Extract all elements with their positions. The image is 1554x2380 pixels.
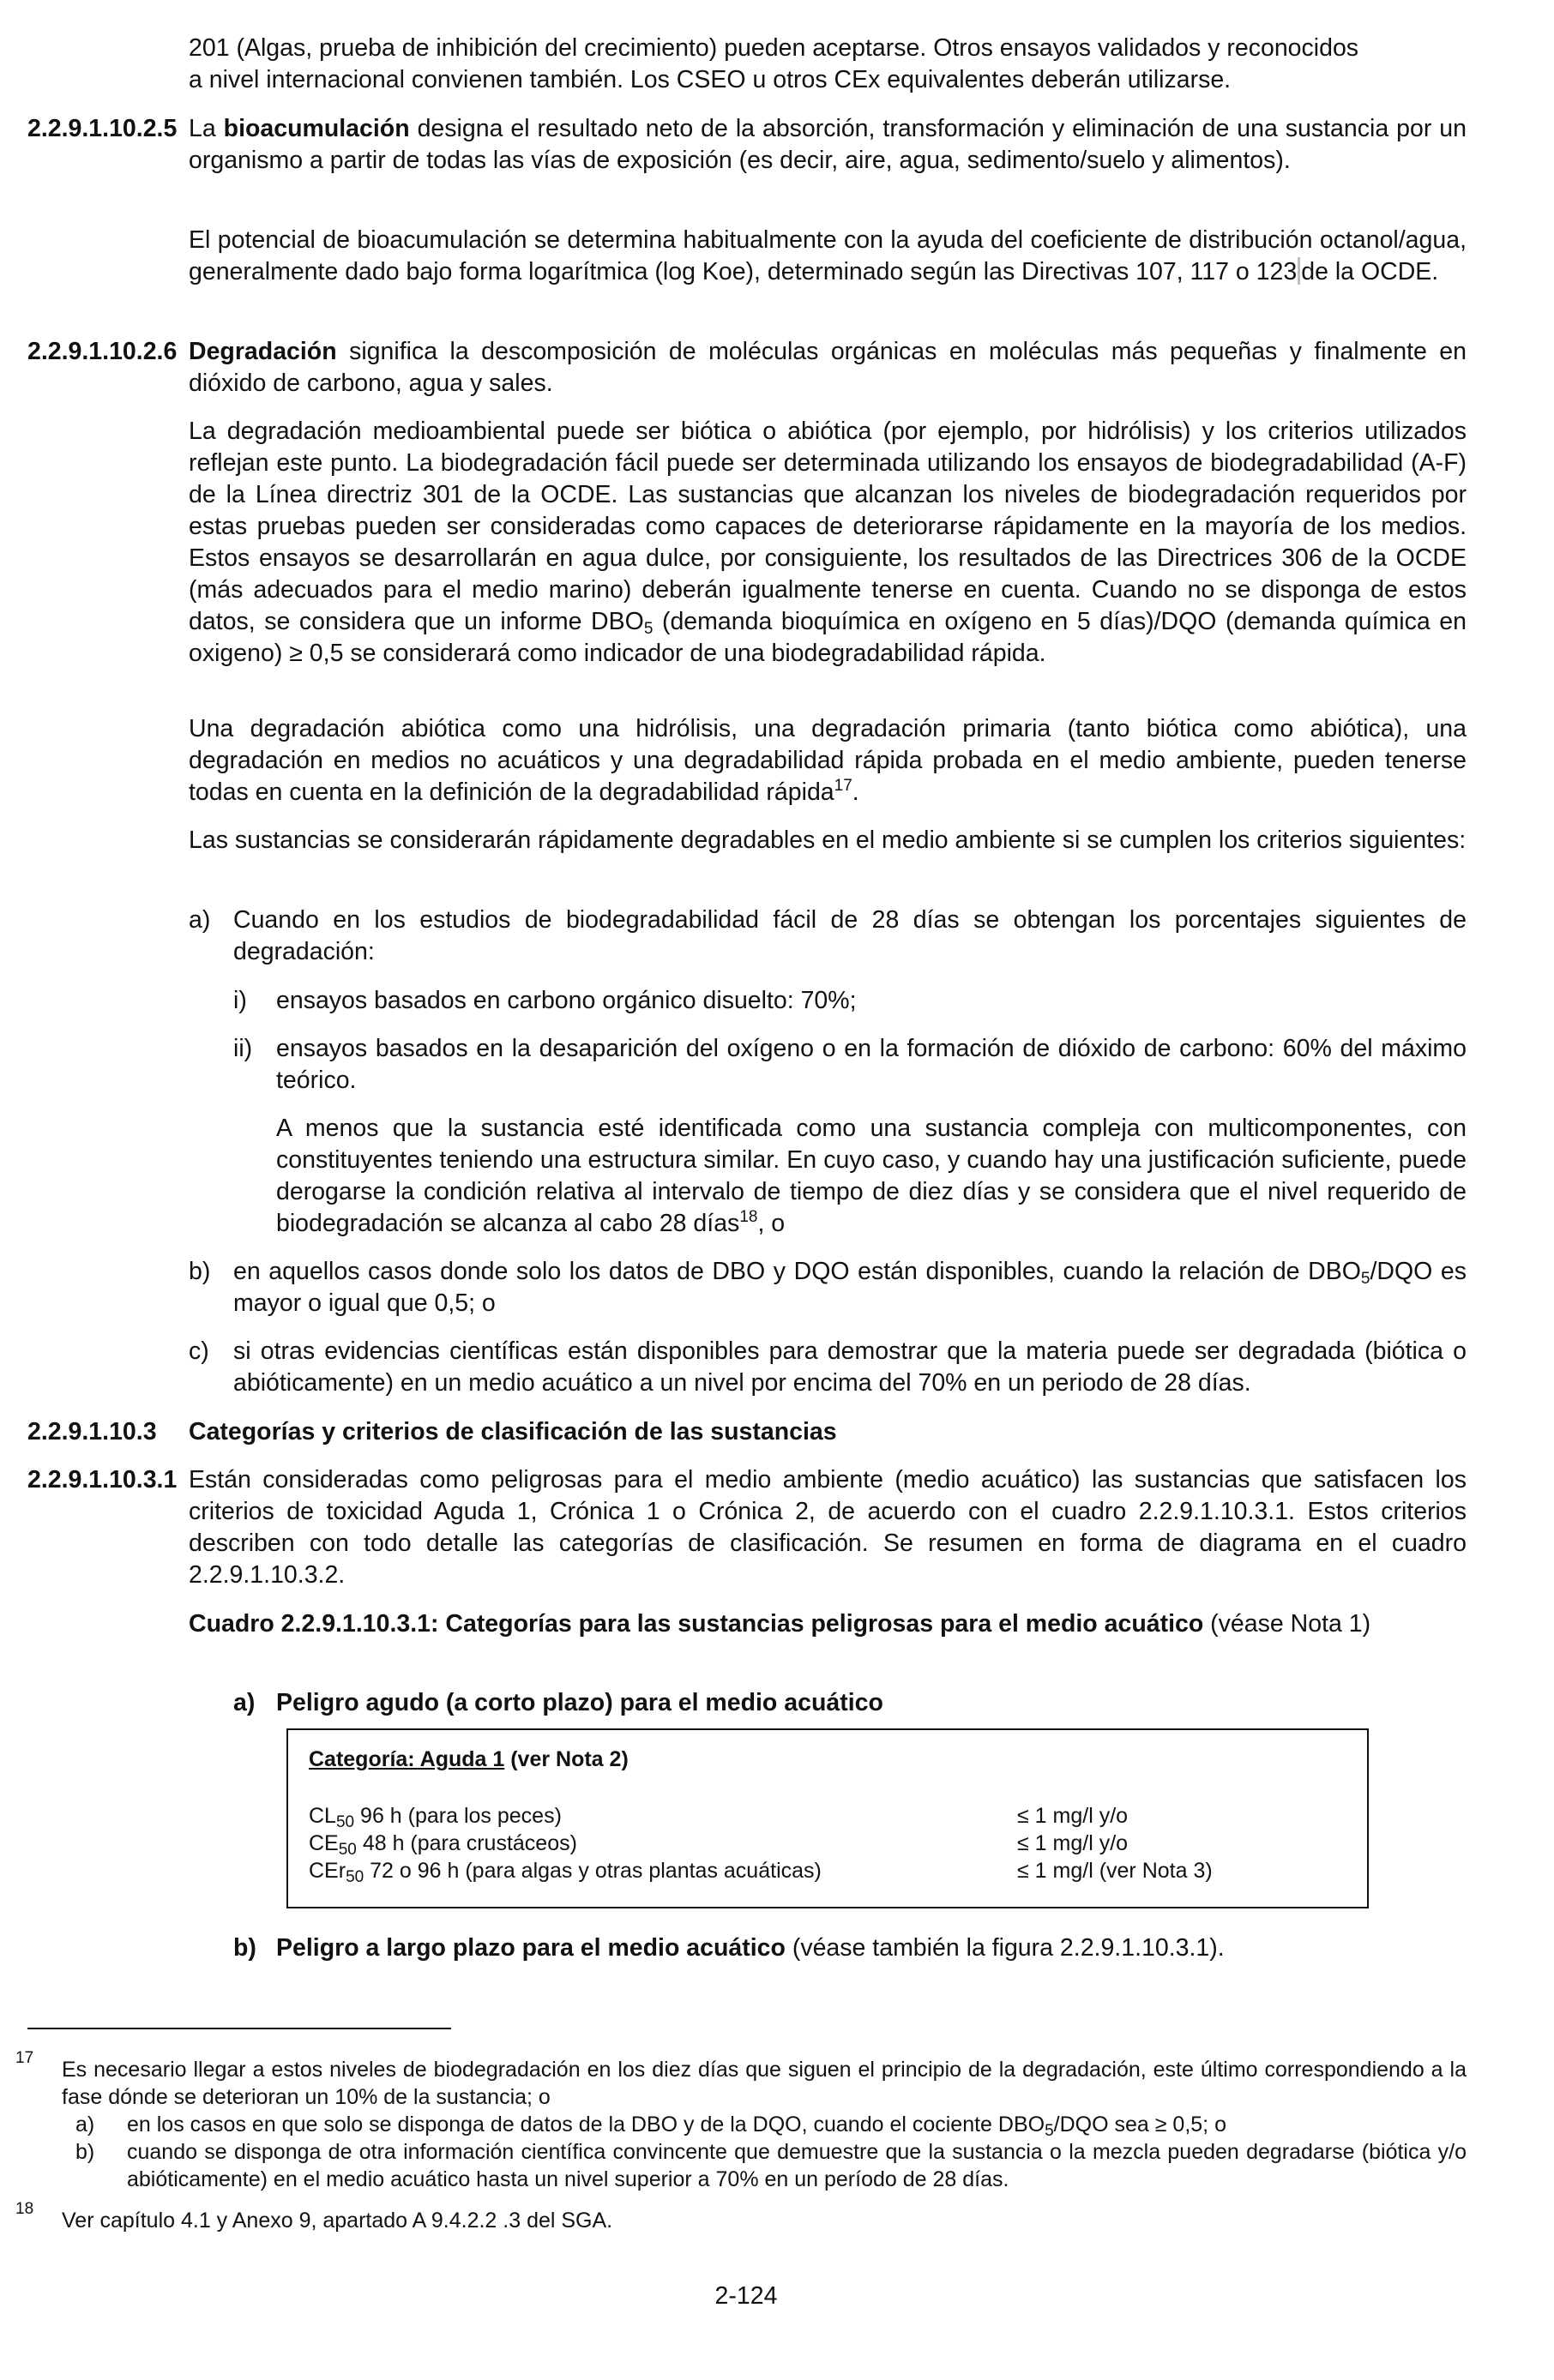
lc-subscript: 50 (335, 1813, 355, 1831)
abiotic-degradation-paragraph (189, 713, 1467, 808)
criterion-ii-exception (276, 1113, 1467, 1240)
long-term-hazard-title: Peligro a largo plazo para el medio acuático (276, 1934, 786, 1962)
lc-description: 96 h (para los peces) (354, 1804, 562, 1828)
environmental-degradation-text-end: (demanda bioquímica en oxígeno en 5 días)/DQO (demanda química en oxigeno) ≥ 0,5 se considerará como indicador de una biodegradabilidad rápida. (189, 608, 1467, 667)
footnote-18-text: Ver capítulo 4.1 y Anexo 9, apartado A 9.4.2.2 .3 del SGA. (62, 2209, 613, 2233)
table-caption-bold: Cuadro 2.2.9.1.10.3.1: Categorías para las sustancias peligrosas para el medio acuático (189, 1610, 1204, 1638)
criterion-b-text: en aquellos casos donde solo los datos de DBO y DQO están disponibles, cuando la relación de DBO (233, 1258, 1361, 1285)
section-number-2-2-9-1-10-2-6: 2.2.9.1.10.2.6 (27, 338, 178, 365)
criterion-b-label: b) (189, 1258, 211, 1285)
footnote-17-a-text-end: /DQO sea ≥ 0,5; o (1053, 2113, 1226, 2137)
footnote-ref-18: 18 (739, 1208, 758, 1226)
table-value-ec50: ≤ 1 mg/l y/o (1017, 1831, 1129, 1855)
criterion-ii (276, 1033, 1467, 1097)
bioaccumulation-definition (189, 113, 1467, 177)
footnote-17-b-text: cuando se disponga de otra información científica convincente que demuestre que la sustancia o la mezcla pueden degradarse (biótica y/o abióticamente) en el medio acuático hasta un nivel superior a 70% en un período de 28 días. (127, 2140, 1467, 2191)
environmental-degradation-paragraph (189, 416, 1467, 670)
footnote-17-text: Es necesario llegar a estos niveles de biodegradación en los diez días que siguen el principio de la degradación, este último correspondiendo a la fase dónde se deterioran un 10% de la sustancia; o (62, 2058, 1467, 2109)
table-row-ec50 (309, 1830, 577, 1857)
rapid-degradability-intro-text: Las sustancias se considerarán rápidamente degradables en el medio ambiente si se cumplen los criterios siguientes: (189, 826, 1467, 854)
criterion-a (233, 905, 1467, 968)
environmental-degradation-text: La degradación medioambiental puede ser biótica o abiótica (por ejemplo, por hidrólisis) y los criterios utilizados reflejan este punto. La biodegradación fácil puede ser determinada utilizando los ensayos de biodegradabilidad (A-F) de la Línea directriz 301 de la OCDE. Las sustancias que alcanzan los niveles de biodegradación requeridos por estas pruebas pueden ser consideradas como capaces de deteriorarse rápidamente en la mayoría de los medios. Estos ensayos se desarrollarán en agua dulce, por consiguiente, los resultados de las Directrices 306 de la OCDE (más adecuados para el medio marino) deberán igualmente tenerse en cuenta. Cuando no se disponga de estos datos, se considera que un informe DBO (189, 418, 1467, 635)
ec-description: 48 h (para crustáceos) (356, 1831, 577, 1855)
lead-text: La (189, 115, 224, 142)
ec-subscript: 50 (338, 1841, 357, 1859)
footnote-17-b-label: b) (75, 2140, 95, 2164)
continuation-line-1: 201 (Algas, prueba de inhibición del crecimiento) pueden aceptarse. Otros ensayos validados y reconocidos (189, 34, 1359, 62)
section-number-2-2-9-1-10-3-1: 2.2.9.1.10.3.1 (27, 1466, 178, 1494)
footnote-ref-17: 17 (834, 777, 852, 795)
criterion-ii-exception-text: A menos que la sustancia esté identificada como una sustancia compleja con multicomponentes, con constituyentes teniendo una estructura similar. En cuyo caso, y cuando hay una justificación suficiente, puede derogarse la condición relativa al intervalo de tiempo de diez días y se considera que el nivel requerido de biodegradación se alcanza al cabo 28 días (276, 1115, 1467, 1237)
footnote-17-a-text: en los casos en que solo se disponga de datos de la DBO y de la DQO, cuando el cociente DBO (127, 2113, 1045, 2137)
footnote-17-a (127, 2111, 1467, 2138)
criterion-c-label: c) (189, 1337, 209, 1365)
bioaccumulation-potential-paragraph (189, 225, 1467, 288)
lc-label: CL (309, 1804, 336, 1828)
footnote-17-a-label: a) (75, 2113, 95, 2137)
criterion-i-label: i) (233, 987, 247, 1014)
criterion-b-text-end: /DQO es mayor o igual que 0,5; o (233, 1258, 1467, 1317)
section-title-classification: Categorías y criterios de clasificación de las sustancias (189, 1418, 837, 1445)
acute-category-note: (ver Nota 2) (504, 1747, 629, 1771)
degradation-text: significa la descomposición de moléculas orgánicas en moléculas más pequeñas y finalmente en dióxido de carbono, agua y sales. (189, 338, 1467, 397)
criterion-ii-exception-end: , o (757, 1210, 786, 1237)
footnote-17-a-subscript: 5 (1045, 2122, 1054, 2140)
acute-category-heading (309, 1746, 629, 1773)
table-value-erc50: ≤ 1 mg/l (ver Nota 3) (1017, 1859, 1213, 1883)
table-caption (189, 1608, 1467, 1640)
footnote-18-number: 18 (15, 2200, 34, 2218)
hazard-classification-text: Están consideradas como peligrosas para el medio ambiente (medio acuático) las sustancias que satisfacen los criterios de toxicidad Aguda 1, Crónica 1 o Crónica 2, de acuerdo con el cuadro 2.2.9.1.10.3.1. Estos criterios describen con todo detalle las categorías de clasificación. Se resumen en forma de diagrama en el cuadro 2.2.9.1.10.3.2. (189, 1466, 1467, 1589)
dbo-subscript: 5 (643, 620, 654, 638)
section-number-2-2-9-1-10-2-5: 2.2.9.1.10.2.5 (27, 115, 178, 142)
long-term-hazard-heading (276, 1932, 1225, 1964)
degradation-term: Degradación (189, 338, 337, 365)
rapid-degradability-intro (189, 825, 1467, 856)
table-row-lc50 (309, 1802, 562, 1830)
criterion-a-label: a) (189, 906, 211, 934)
criterion-i-text: ensayos basados en carbono orgánico disuelto: 70%; (276, 987, 857, 1014)
degradation-definition (189, 336, 1467, 400)
section-number-2-2-9-1-10-3: 2.2.9.1.10.3 (27, 1418, 157, 1445)
criterion-c-text: si otras evidencias científicas están disponibles para demostrar que la materia puede ser degradada (biótica o abióticamente) en un medio acuático a un nivel por encima del 70% en un periodo de 28 días. (233, 1337, 1467, 1397)
footnote-17-number: 17 (15, 2049, 34, 2067)
table-row-erc50 (309, 1857, 822, 1884)
acute-hazard-label: a) (233, 1689, 256, 1716)
table-value-lc50: ≤ 1 mg/l y/o (1017, 1804, 1129, 1828)
criterion-i (276, 985, 1467, 1017)
bioaccumulation-text: designa el resultado neto de la absorción, transformación y eliminación de una sustancia por un organismo a partir de todas las vías de exposición (es decir, aire, agua, sedimento/suelo y alimentos). (189, 115, 1467, 174)
acute-hazard-title: Peligro agudo (a corto plazo) para el medio acuático (276, 1689, 883, 1716)
acute-category-title: Categoría: Aguda 1 (309, 1747, 505, 1771)
long-term-hazard-note: (véase también la figura 2.2.9.1.10.3.1). (785, 1934, 1225, 1962)
criterion-b-subscript: 5 (1360, 1270, 1370, 1288)
text-cursor (1298, 257, 1300, 285)
continuation-line-2: a nivel internacional convienen también. Los CSEO u otros CEx equivalentes deberán utilizarse. (189, 66, 1232, 93)
ec-label: CE (309, 1831, 339, 1855)
erc-subscript: 50 (346, 1868, 364, 1886)
criterion-ii-text: ensayos basados en la desaparición del oxígeno o en la formación de dióxido de carbono: 60% del máximo teórico. (276, 1035, 1467, 1094)
continuation-paragraph (189, 33, 1475, 96)
abiotic-degradation-text: Una degradación abiótica como una hidrólisis, una degradación primaria (tanto biótica como abiótica), una degradación en medios no acuáticos y una degradabilidad rápida probada en el medio ambiente, pueden tenerse todas en cuenta en la definición de la degradabilidad rápida (189, 715, 1467, 806)
hazard-classification-paragraph (189, 1464, 1467, 1591)
bioaccumulation-potential-text: El potencial de bioacumulación se determina habitualmente con la ayuda del coeficiente de distribución octanol/agua, generalmente dado bajo forma logarítmica (log Koe), determinado según las Directivas 107, 117 o 123 (189, 226, 1467, 285)
criterion-c (233, 1336, 1467, 1399)
page-number: 2-124 (714, 2282, 778, 2310)
criterion-ii-label: ii) (233, 1035, 253, 1062)
bioaccumulation-term: bioacumulación (223, 115, 410, 142)
abiotic-degradation-end: . (852, 778, 859, 806)
bioaccumulation-potential-end: de la OCDE. (1301, 258, 1439, 285)
table-caption-note: (véase Nota 1) (1203, 1610, 1371, 1638)
erc-description: 72 o 96 h (para algas y otras plantas acuáticas) (364, 1859, 822, 1883)
acute-category-table (286, 1728, 1369, 1908)
erc-label: CEr (309, 1859, 346, 1883)
criterion-b (233, 1256, 1467, 1319)
criterion-a-text: Cuando en los estudios de biodegradabilidad fácil de 28 días se obtengan los porcentajes siguientes de degradación: (233, 906, 1467, 965)
footnote-separator (27, 2028, 451, 2029)
long-term-hazard-label: b) (233, 1934, 256, 1962)
